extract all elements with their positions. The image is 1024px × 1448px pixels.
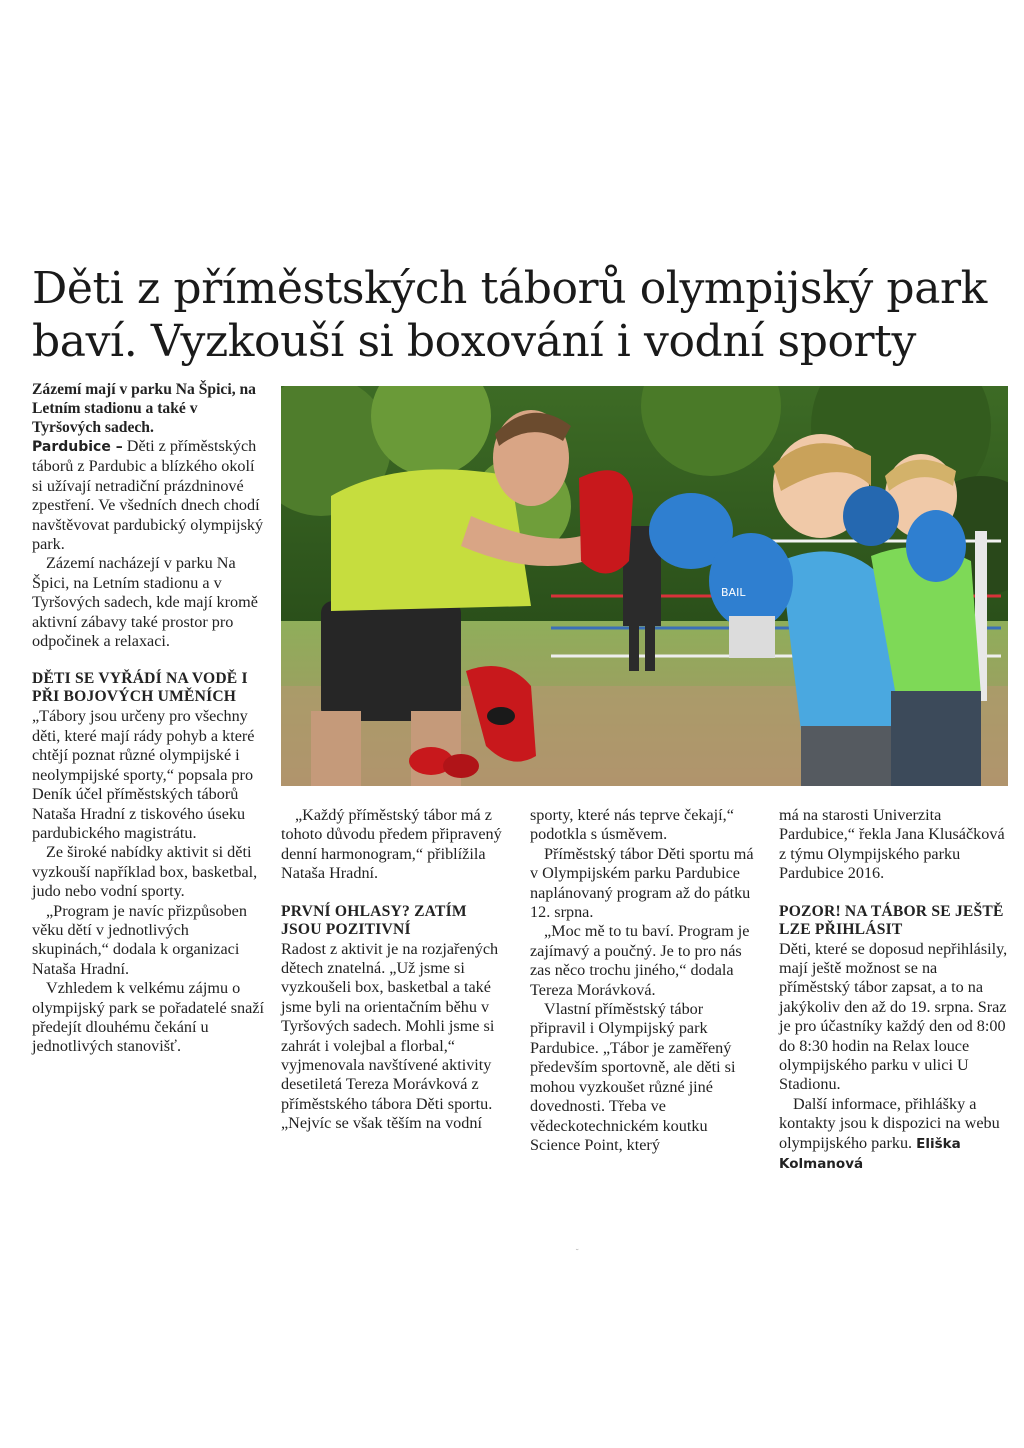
paragraph: Příměstský tábor Děti sportu má v Olympijském parku Pardubice naplánovaný program až do pátku 12. srpna. bbox=[530, 844, 754, 922]
paragraph: „Každý příměstský tábor má z tohoto důvodu předem připravený denní harmonogram,“ přiblížila Nataša Hradní. bbox=[281, 806, 502, 883]
paragraph: Vzhledem k velkému zájmu o olympijský park se pořadatelé snaží předejít dlouhému čekání u jednotlivých stanovišť. bbox=[32, 979, 264, 1056]
column-4 bbox=[779, 806, 1009, 1175]
paragraph-text: Děti z příměstských táborů z Pardubic a blízkého okolí si užívají netradiční prázdninové zpestření. Ve všedních dnech chodí navštěvovat pardubický olympijský park. bbox=[32, 437, 264, 554]
paragraph-text: Další informace, přihlášky a kontakty jsou k dispozici na webu olympijského parku. bbox=[779, 1094, 1000, 1152]
paragraph: Radost z aktivit je na rozjařených dětech znatelná. „Už jsme si vyzkoušeli box, basketbal a také jsme byli na orientačním běhu v Tyršových sadech. Mohli jsme si zahrát i volejbal a florbal,“ vyjmenovala navštívené aktivity desetiletá Tereza Morávková z příměstského tábora Děti sportu. „Nejvíc se však těším na vodní bbox=[281, 939, 499, 1133]
subheading-1: DĚTI SE VYŘÁDÍ NA VODĚ I PŘI BOJOVÝCH UMĚNÍCH bbox=[32, 670, 248, 706]
headline bbox=[32, 262, 1007, 368]
paragraph: Ze široké nabídky aktivit si děti vyzkouší například box, basketbal, judo nebo vodní sporty. bbox=[32, 843, 258, 901]
paragraph: Zázemí nacházejí v parku Na Špici, na Letním stadionu a v Tyršových sadech, kde mají kromě aktivní zábavy také prostor pro odpočinek a relaxaci. bbox=[32, 554, 258, 651]
paragraph: má na starosti Univerzita Pardubice,“ řekla Jana Klusáčková z týmu Olympijského parku Pardubice 2016. bbox=[779, 806, 1005, 883]
subheading-2: PRVNÍ OHLASY? ZATÍM JSOU POZITIVNÍ bbox=[281, 902, 467, 938]
photo-boxing-training bbox=[281, 386, 1008, 786]
paragraph: sporty, které nás teprve čekají,“ podotkla s úsměvem. bbox=[530, 806, 734, 844]
paragraph: Vlastní příměstský tábor připravil i Olympijský park Pardubice. „Tábor je zaměřený především sportovně, ale děti si mohou vyzkoušet různé jiné dovednosti. Třeba ve vědeckotechnickém koutku Science Point, který bbox=[530, 1000, 736, 1154]
subheading-3: POZOR! NA TÁBOR SE JEŠTĚ LZE PŘIHLÁSIT bbox=[779, 902, 1004, 938]
dateline: Pardubice – bbox=[32, 439, 123, 455]
scan-speck: ˘ bbox=[576, 1248, 579, 1257]
glove-brand-label: BAIL bbox=[721, 586, 746, 599]
column-1 bbox=[32, 380, 264, 1057]
column-2 bbox=[281, 806, 507, 1134]
column-3 bbox=[530, 806, 756, 1155]
photo-illustration bbox=[281, 386, 1008, 786]
headline-line-2: baví. Vyzkouší si boxování i vodní sporty bbox=[32, 316, 916, 367]
paragraph: Děti, které se doposud nepřihlásily, mají ještě možnost se na příměstský tábor zapsat, a to na jakýkoliv den až do 19. srpna. Sraz je pro účastníky každý den od 8:00 do 8:30 hodin na Relax louce olympijského parku v ulici U Stadionu. bbox=[779, 939, 1008, 1094]
paragraph bbox=[32, 437, 264, 554]
paragraph bbox=[779, 1095, 1009, 1175]
byline: Eliška Kolmanová bbox=[779, 1135, 961, 1173]
paragraph: „Tábory jsou určeny pro všechny děti, které mají rády pohyb a které chtějí poznat různé olympijské i neolympijské sporty,“ popsala pro Deník účel příměstských táborů Nataša Hradní z tiskového úseku pardubického magistrátu. bbox=[32, 707, 255, 842]
lead-paragraph: Zázemí mají v parku Na Špici, na Letním stadionu a také v Tyršových sadech. bbox=[32, 381, 256, 436]
paragraph: „Program je navíc přizpůsoben věku dětí v jednotlivých skupinách,“ dodala k organizaci Nataša Hradní. bbox=[32, 901, 247, 978]
headline-line-1: Děti z příměstských táborů olympijský park bbox=[32, 263, 987, 314]
paragraph: „Moc mě to tu baví. Program je zajímavý a poučný. Je to pro nás zas něco trochu jiného,“ dodala Tereza Morávková. bbox=[530, 922, 750, 999]
